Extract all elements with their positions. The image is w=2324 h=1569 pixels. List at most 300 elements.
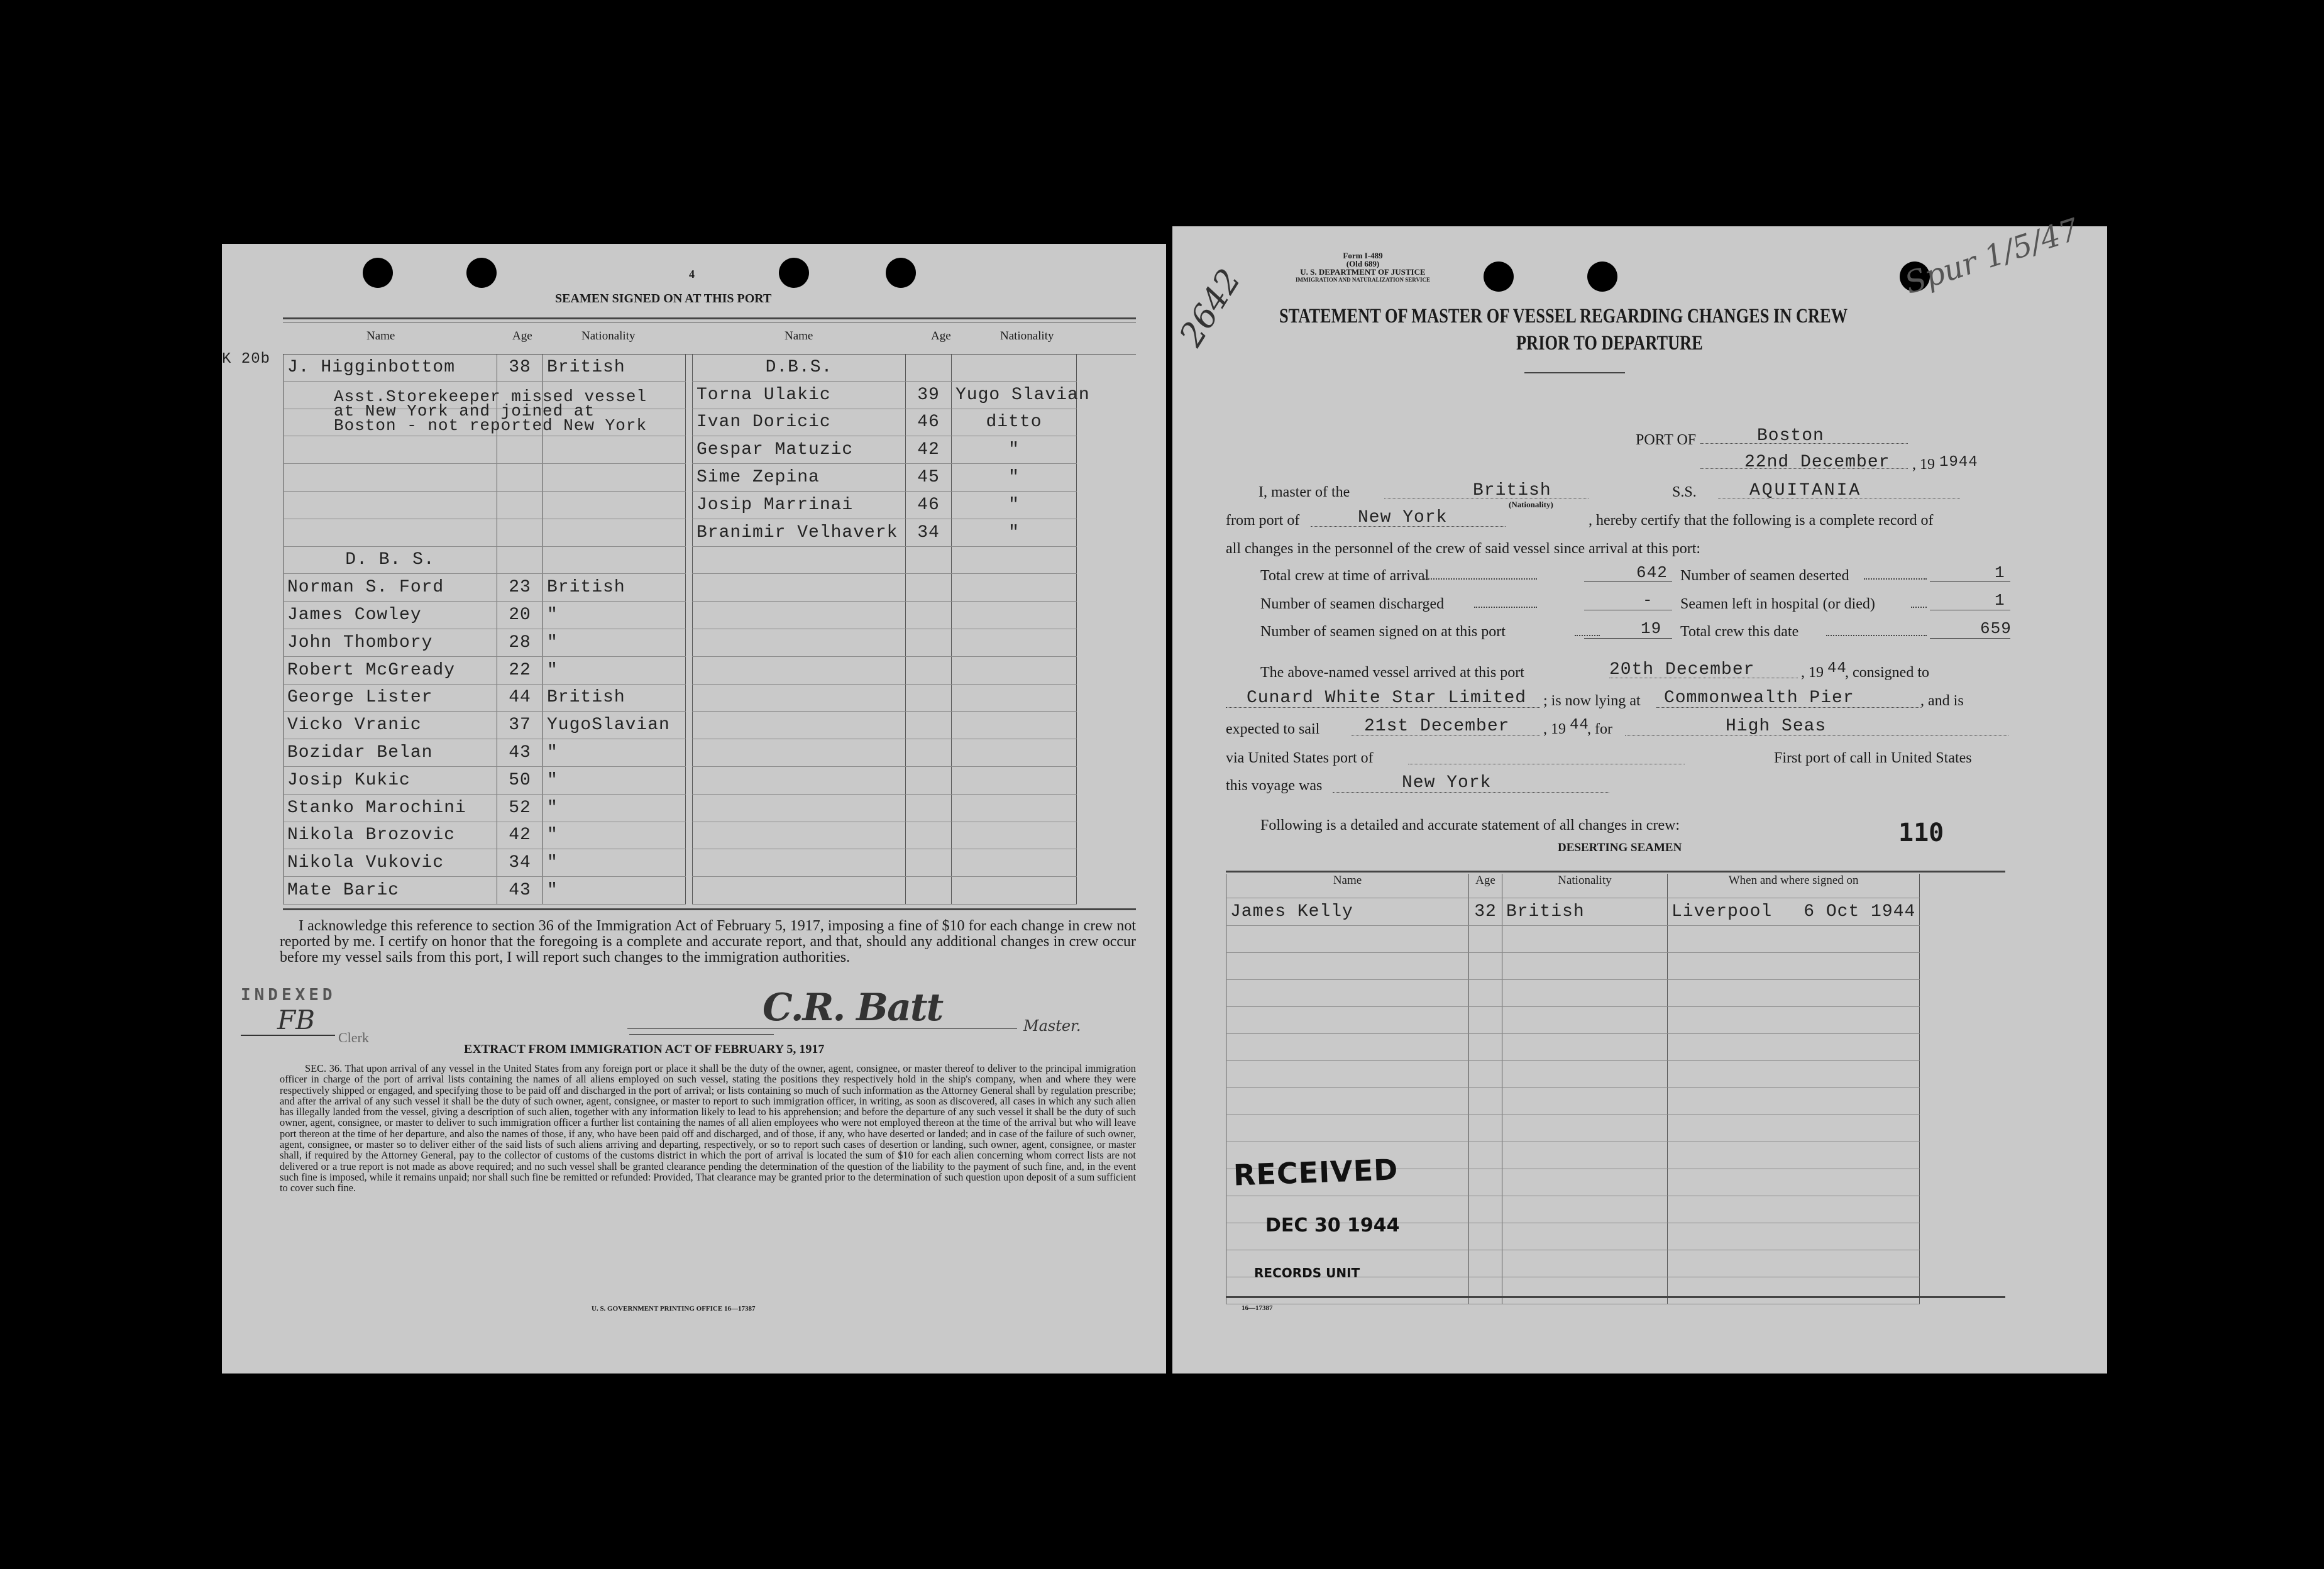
seaman-nationality: " xyxy=(543,822,686,849)
empty-cell xyxy=(1469,952,1502,979)
signed-on-place: Liverpool xyxy=(1671,901,1773,922)
seamen-table-left xyxy=(283,354,686,905)
seaman-age: 52 xyxy=(497,794,543,822)
empty-cell xyxy=(906,822,952,849)
table-row xyxy=(284,656,686,684)
seaman-age xyxy=(497,546,543,574)
table-row xyxy=(1226,1033,1920,1060)
pier-value: Commonwealth Pier xyxy=(1664,688,1854,708)
empty-cell xyxy=(1502,1250,1668,1277)
department: U. S. DEPARTMENT OF JUSTICE xyxy=(1300,267,1426,277)
sail-year-prefix: , 19 xyxy=(1543,721,1566,737)
empty-cell xyxy=(1226,925,1469,952)
from-port-label: from port of xyxy=(1226,512,1300,529)
page-number: 4 xyxy=(689,268,695,280)
first-call-label: First port of call in United States xyxy=(1774,750,1972,766)
stat-total-arrival-label: Total crew at time of arrival xyxy=(1260,568,1429,584)
seaman-name: Sime Zepina xyxy=(693,464,906,492)
table-row xyxy=(284,877,686,905)
nationality-value: British xyxy=(1473,481,1551,500)
table-row xyxy=(693,436,1077,464)
table-row xyxy=(693,519,1077,546)
table-row xyxy=(284,602,686,629)
empty-cell xyxy=(952,877,1077,905)
seaman-age: 43 xyxy=(497,877,543,905)
column-header: Nationality xyxy=(1502,874,1668,898)
dot-leader xyxy=(1474,607,1537,608)
table-row xyxy=(284,684,686,712)
arrived-year-value: 44 xyxy=(1827,660,1847,677)
table-row xyxy=(693,354,1077,381)
section-36-text: SEC. 36. That upon arrival of any vessel in the United States from any foreign port or place it shall be the duty of the owner, agent, consignee, or master thereof to deliver to the principal immigration officer in charge of the port of arrival lists containing the names of all aliens employed on such vessel, stating the positions they respectively hold in the ship's company, when and where they were respectively shipped or engaged, and specifying those to be paid off and discharged in the port of arrival; or lists containing so much of such information as the Attorney General shall by regulation prescribe; and after the arrival of any such vessel it shall be the duty of such owner, agent, consignee, or master to report to such immigration officer, in writing, as soon as discovered, all cases in which any such alien has illegally landed from the vessel, giving a description of such alien, together with any information likely to lead to his apprehension; and before the departure of any such vessel it shall be the duty of such owner, agent, consignee, or master to deliver to such immigration officer a further list containing the names of all alien employees who were not employed thereon at the time of the arrival but who will leave port thereon at the time of her departure, and also the names of those, if any, who have been paid off and discharged, and of those, if any, who have deserted or landed; and in case of the failure of such owner, agent, consignee, or master so to deliver either of the said lists of such aliens arriving and departing, respectively, or so to report such cases of desertion or landing, such owner, agent, consignee, or master shall, if required by the Attorney General, pay to the collector of customs of the customs district in which the port of arrival is located the sum of $10 for each alien concerning whom correct lists are not delivered or a true report is not made as above required; and no such vessel shall be granted clearance pending the determination of the question of the liability to the payment of such fine, and, in the event such fine is imposed, while it remains unpaid; nor shall such fine be remitted or refunded: Provided, That clearance may be granted prior to the determination of such question upon deposit of a sum sufficient to cover such fine. xyxy=(280,1062,1136,1194)
table-row xyxy=(693,794,1077,822)
clerk-label: Clerk xyxy=(338,1030,369,1045)
table-row xyxy=(693,656,1077,684)
seaman-age: 23 xyxy=(497,574,543,602)
extract-title: EXTRACT FROM IMMIGRATION ACT OF FEBRUARY 5, 1917 xyxy=(464,1042,825,1056)
master-prefix: I, master of the xyxy=(1258,484,1350,500)
empty-cell xyxy=(693,794,906,822)
form-id-block xyxy=(1296,251,1430,284)
empty-cell xyxy=(1502,1196,1668,1223)
empty-cell xyxy=(1226,952,1469,979)
table-row xyxy=(284,519,686,546)
table-row xyxy=(693,684,1077,712)
received-date-stamp: DEC 30 1944 xyxy=(1265,1214,1400,1236)
certify-text: , hereby certify that the following is a complete record of xyxy=(1589,512,1934,529)
column-header: When and where signed on xyxy=(1668,874,1920,898)
remark-line: at New York and joined at xyxy=(334,402,595,421)
empty-cell xyxy=(1469,925,1502,952)
empty-cell xyxy=(906,712,952,739)
table-row xyxy=(1226,952,1920,979)
stat-line xyxy=(1930,638,2010,639)
sail-year-value: 44 xyxy=(1570,717,1589,734)
seaman-nationality: ditto xyxy=(952,409,1077,436)
deserter-signed-on xyxy=(1668,898,1920,926)
deserting-title: DESERTING SEAMEN xyxy=(1558,841,1682,854)
and-is-label: , and is xyxy=(1920,693,1964,709)
seaman-age xyxy=(497,519,543,546)
year-prefix: , 19 xyxy=(1912,456,1935,473)
table-top-rule xyxy=(283,317,1136,319)
for-label: , for xyxy=(1587,721,1612,737)
col-header-name: Name xyxy=(785,329,813,343)
table-row xyxy=(693,464,1077,492)
empty-cell xyxy=(1469,1223,1502,1250)
deserter-nationality: British xyxy=(1502,898,1668,926)
table-row xyxy=(284,822,686,849)
empty-cell xyxy=(693,574,906,602)
empty-cell xyxy=(906,574,952,602)
empty-cell xyxy=(1668,1223,1920,1250)
extract-rule xyxy=(629,1034,774,1035)
seaman-age: 45 xyxy=(906,464,952,492)
empty-cell xyxy=(1502,1142,1668,1169)
seaman-age: 43 xyxy=(497,739,543,767)
empty-cell xyxy=(1668,1115,1920,1142)
empty-cell xyxy=(906,877,952,905)
empty-cell xyxy=(1469,1142,1502,1169)
storekeeper-remark xyxy=(334,387,647,435)
seaman-age: 37 xyxy=(497,712,543,739)
year-value: 1944 xyxy=(1939,454,1978,471)
empty-cell xyxy=(693,849,906,877)
empty-cell xyxy=(693,602,906,629)
stat-total-date-value: 659 xyxy=(1980,619,2012,638)
seamen-table-right xyxy=(692,354,1090,905)
signature-line xyxy=(627,1028,1017,1029)
seaman-age: 20 xyxy=(497,602,543,629)
seaman-nationality: " xyxy=(952,464,1077,492)
seaman-age: 46 xyxy=(906,491,952,519)
seaman-age: 28 xyxy=(497,629,543,656)
deserting-table-top xyxy=(1226,871,2005,873)
stat-total-date-label: Total crew this date xyxy=(1680,624,1799,640)
empty-cell xyxy=(952,656,1077,684)
margin-note: K 20b xyxy=(222,351,271,368)
column-header: Name xyxy=(1226,874,1469,898)
empty-cell xyxy=(1226,1033,1469,1060)
arrived-date-value: 20th December xyxy=(1609,660,1755,680)
empty-cell xyxy=(1668,952,1920,979)
stat-hospital-label: Seamen left in hospital (or died) xyxy=(1680,596,1875,612)
seaman-name xyxy=(284,491,497,519)
empty-cell xyxy=(1226,1115,1469,1142)
seaman-name: Torna Ulakic xyxy=(693,381,906,409)
seaman-name: Josip Marrinai xyxy=(693,491,906,519)
empty-cell xyxy=(693,656,906,684)
empty-cell xyxy=(1668,1169,1920,1196)
seaman-age xyxy=(497,436,543,464)
empty-cell xyxy=(1668,1033,1920,1060)
voyage-label: this voyage was xyxy=(1226,778,1323,794)
empty-cell xyxy=(952,712,1077,739)
empty-cell xyxy=(1502,952,1668,979)
table-row xyxy=(693,602,1077,629)
empty-cell xyxy=(1502,1115,1668,1142)
dot-leader xyxy=(1911,607,1927,608)
empty-cell xyxy=(1226,1060,1469,1087)
seaman-nationality: " xyxy=(543,794,686,822)
table-row xyxy=(1226,925,1920,952)
column-header: Age xyxy=(1469,874,1502,898)
table-row xyxy=(1226,979,1920,1006)
empty-cell xyxy=(1502,925,1668,952)
empty-cell xyxy=(1668,979,1920,1006)
deserter-age: 32 xyxy=(1469,898,1502,926)
voyage-value: New York xyxy=(1402,773,1492,793)
col-header-nationality: Nationality xyxy=(1000,329,1054,343)
clerk-line xyxy=(241,1035,335,1036)
stat-discharged-label: Number of seamen discharged xyxy=(1260,596,1445,612)
empty-cell xyxy=(1469,1006,1502,1033)
empty-cell xyxy=(952,546,1077,574)
empty-cell xyxy=(1502,1169,1668,1196)
empty-cell xyxy=(906,849,952,877)
punch-hole xyxy=(1484,262,1514,292)
empty-cell xyxy=(906,629,952,656)
empty-cell xyxy=(1668,1277,1920,1304)
remark-line: Boston - not reported New York xyxy=(334,416,647,435)
destination-value: High Seas xyxy=(1726,717,1827,736)
empty-cell xyxy=(693,712,906,739)
empty-cell xyxy=(1469,1277,1502,1304)
seaman-name: John Thombory xyxy=(284,629,497,656)
stat-line xyxy=(1584,638,1672,639)
arrived-label: The above-named vessel arrived at this port xyxy=(1260,664,1524,681)
deserting-table-bottom xyxy=(1226,1296,2005,1298)
seaman-age: 38 xyxy=(497,354,543,381)
col-header-nationality: Nationality xyxy=(581,329,636,343)
seaman-name: Vicko Vranic xyxy=(284,712,497,739)
service: IMMIGRATION AND NATURALIZATION SERVICE xyxy=(1296,277,1430,283)
table-row xyxy=(693,766,1077,794)
empty-cell xyxy=(906,766,952,794)
punch-hole xyxy=(886,258,916,288)
seaman-name: J. Higginbottom xyxy=(284,354,497,381)
form-title-line1: STATEMENT OF MASTER OF VESSEL REGARDING CHANGES IN CREW xyxy=(1279,305,1848,328)
stat-hospital-value: 1 xyxy=(1995,591,2005,610)
seaman-nationality: YugoSlavian xyxy=(543,712,686,739)
empty-cell xyxy=(1226,1277,1469,1304)
empty-cell xyxy=(952,794,1077,822)
seaman-nationality: " xyxy=(543,877,686,905)
consignee-value: Cunard White Star Limited xyxy=(1247,688,1527,708)
seaman-name: Bozidar Belan xyxy=(284,739,497,767)
seaman-nationality: Yugo Slavian xyxy=(952,381,1077,409)
empty-cell xyxy=(1502,1277,1668,1304)
table-row xyxy=(693,574,1077,602)
clerk-initials: FB xyxy=(277,1005,316,1035)
table-row xyxy=(693,491,1077,519)
seaman-nationality: " xyxy=(543,849,686,877)
master-signature: C.R. Batt xyxy=(763,986,943,1030)
table-row xyxy=(284,712,686,739)
title-rule xyxy=(1524,372,1625,373)
empty-cell xyxy=(693,877,906,905)
empty-cell xyxy=(1469,1033,1502,1060)
seaman-name: Stanko Marochini xyxy=(284,794,497,822)
seaman-nationality xyxy=(543,436,686,464)
seaman-age xyxy=(497,491,543,519)
expected-label: expected to sail xyxy=(1226,721,1320,737)
port-label: PORT OF xyxy=(1636,432,1697,448)
seaman-age: 44 xyxy=(497,684,543,712)
stat-discharged-value: - xyxy=(1643,591,1653,610)
empty-cell xyxy=(906,684,952,712)
seaman-nationality: British xyxy=(543,574,686,602)
empty-cell xyxy=(1502,1223,1668,1250)
seaman-name: Norman S. Ford xyxy=(284,574,497,602)
empty-cell xyxy=(1469,1169,1502,1196)
seaman-name: Nikola Vukovic xyxy=(284,849,497,877)
handwritten-number: 2642 xyxy=(1172,262,1249,353)
seaman-name: Josip Kukic xyxy=(284,766,497,794)
sail-date-value: 21st December xyxy=(1364,717,1510,736)
table-row xyxy=(693,712,1077,739)
punch-hole xyxy=(779,258,809,288)
empty-cell xyxy=(1668,1142,1920,1169)
from-port-value: New York xyxy=(1358,508,1448,527)
seaman-name: D. B. S. xyxy=(284,546,497,574)
empty-cell xyxy=(1469,979,1502,1006)
empty-cell xyxy=(1502,1006,1668,1033)
acknowledgement-text: I acknowledge this reference to section 36 of the Immigration Act of February 5, 1917, imposing a fine of $10 for each change in crew not reported by me. I certify on honor that the foregoing is a complete and accurate report, and that, should any additional changes in crew occur before my vessel sails from this port, I will report such changes to the immigration authorities. xyxy=(280,918,1136,966)
empty-cell xyxy=(1668,1196,1920,1223)
seaman-name: Gespar Matuzic xyxy=(693,436,906,464)
empty-cell xyxy=(1469,1115,1502,1142)
table-header-row xyxy=(1226,874,1920,898)
empty-cell xyxy=(693,684,906,712)
empty-cell xyxy=(1469,1060,1502,1087)
seaman-name xyxy=(284,519,497,546)
empty-cell xyxy=(1668,925,1920,952)
empty-cell xyxy=(906,546,952,574)
via-label: via United States port of xyxy=(1226,750,1374,766)
seaman-name xyxy=(284,464,497,492)
empty-cell xyxy=(693,822,906,849)
seaman-nationality: " xyxy=(543,739,686,767)
deserting-table xyxy=(1226,874,1920,1304)
seaman-name: George Lister xyxy=(284,684,497,712)
seaman-age: 22 xyxy=(497,656,543,684)
empty-cell xyxy=(1226,1087,1469,1115)
seaman-name: Branimir Velhaverk xyxy=(693,519,906,546)
seaman-age: 42 xyxy=(906,436,952,464)
empty-cell xyxy=(693,629,906,656)
empty-cell xyxy=(1668,1087,1920,1115)
empty-cell xyxy=(952,766,1077,794)
received-stamp: RECEIVED xyxy=(1233,1152,1399,1192)
table-row xyxy=(693,629,1077,656)
master-label: Master. xyxy=(1023,1017,1081,1035)
seaman-nationality: " xyxy=(543,766,686,794)
seaman-name: Nikola Brozovic xyxy=(284,822,497,849)
form-number: Form I-489 xyxy=(1343,251,1383,260)
seaman-name: Robert McGready xyxy=(284,656,497,684)
lying-label: ; is now lying at xyxy=(1543,693,1641,709)
left-page xyxy=(222,244,1166,1374)
seaman-name: Mate Baric xyxy=(284,877,497,905)
records-unit-stamp: RECORDS UNIT xyxy=(1254,1265,1360,1280)
seaman-nationality: " xyxy=(543,629,686,656)
punch-hole xyxy=(466,258,497,288)
table-row xyxy=(284,849,686,877)
seaman-nationality xyxy=(543,546,686,574)
empty-cell xyxy=(693,766,906,794)
empty-cell xyxy=(952,629,1077,656)
empty-cell xyxy=(952,602,1077,629)
form-old-number: (Old 689) xyxy=(1346,259,1380,268)
empty-cell xyxy=(952,739,1077,767)
ss-label: S.S. xyxy=(1672,484,1697,500)
signed-on-date: 6 Oct 1944 xyxy=(1804,901,1916,922)
seaman-age xyxy=(906,354,952,381)
remark-line: Asst.Storekeeper missed vessel xyxy=(334,387,647,406)
table-row xyxy=(284,739,686,767)
form-code: 16—17387 xyxy=(1242,1304,1273,1312)
table-row xyxy=(284,574,686,602)
table-row xyxy=(284,766,686,794)
nationality-caption: (Nationality) xyxy=(1509,500,1553,509)
table-row xyxy=(284,794,686,822)
table-row xyxy=(284,629,686,656)
table-row xyxy=(693,739,1077,767)
seaman-age xyxy=(497,464,543,492)
stat-deserted-label: Number of seamen deserted xyxy=(1680,568,1849,584)
changes-count: 110 xyxy=(1898,818,1944,847)
form-title-line2: PRIOR TO DEPARTURE xyxy=(1516,332,1703,355)
empty-cell xyxy=(952,574,1077,602)
empty-cell xyxy=(1668,1006,1920,1033)
date-value: 22nd December xyxy=(1744,453,1890,472)
ship-name: AQUITANIA xyxy=(1749,481,1862,500)
table-row xyxy=(693,546,1077,574)
seaman-nationality: " xyxy=(952,491,1077,519)
seaman-nationality xyxy=(543,464,686,492)
stat-signed-on-value: 19 xyxy=(1641,619,1662,638)
stat-total-arrival-value: 642 xyxy=(1636,563,1668,582)
table-row xyxy=(284,464,686,492)
table-row xyxy=(284,354,686,381)
empty-cell xyxy=(1502,1087,1668,1115)
col-header-name: Name xyxy=(366,329,395,343)
table-row xyxy=(284,491,686,519)
printer-line: U. S. GOVERNMENT PRINTING OFFICE 16—17387 xyxy=(592,1305,756,1313)
dot-leader xyxy=(1575,635,1600,636)
port-value: Boston xyxy=(1757,426,1824,446)
table-row xyxy=(284,546,686,574)
table-row xyxy=(693,409,1077,436)
seaman-age: 42 xyxy=(497,822,543,849)
empty-cell xyxy=(952,684,1077,712)
empty-cell xyxy=(906,602,952,629)
seaman-name: D.B.S. xyxy=(693,354,906,381)
seaman-nationality: " xyxy=(952,436,1077,464)
consigned-label: , consigned to xyxy=(1845,664,1929,681)
seaman-age: 39 xyxy=(906,381,952,409)
empty-cell xyxy=(952,822,1077,849)
table-row xyxy=(1226,1060,1920,1087)
table-row xyxy=(693,381,1077,409)
dot-leader xyxy=(1864,578,1927,580)
left-page-title: SEAMEN SIGNED ON AT THIS PORT xyxy=(555,292,772,306)
seaman-age: 50 xyxy=(497,766,543,794)
empty-cell xyxy=(1226,979,1469,1006)
seaman-age: 34 xyxy=(497,849,543,877)
table-row xyxy=(1226,1087,1920,1115)
deserter-row xyxy=(1226,898,1920,926)
seaman-name xyxy=(284,436,497,464)
seaman-nationality xyxy=(543,519,686,546)
empty-cell xyxy=(1226,1006,1469,1033)
arrived-year-prefix: , 19 xyxy=(1801,664,1824,681)
table-row xyxy=(693,849,1077,877)
col-header-age: Age xyxy=(931,329,951,343)
seaman-age: 34 xyxy=(906,519,952,546)
seaman-name: Ivan Doricic xyxy=(693,409,906,436)
seaman-nationality xyxy=(543,491,686,519)
empty-cell xyxy=(906,656,952,684)
empty-cell xyxy=(1469,1196,1502,1223)
table-row xyxy=(1226,1006,1920,1033)
empty-cell xyxy=(906,739,952,767)
dot-leader xyxy=(1826,635,1927,636)
empty-cell xyxy=(1502,979,1668,1006)
table-row xyxy=(693,877,1077,905)
punch-hole xyxy=(363,258,393,288)
